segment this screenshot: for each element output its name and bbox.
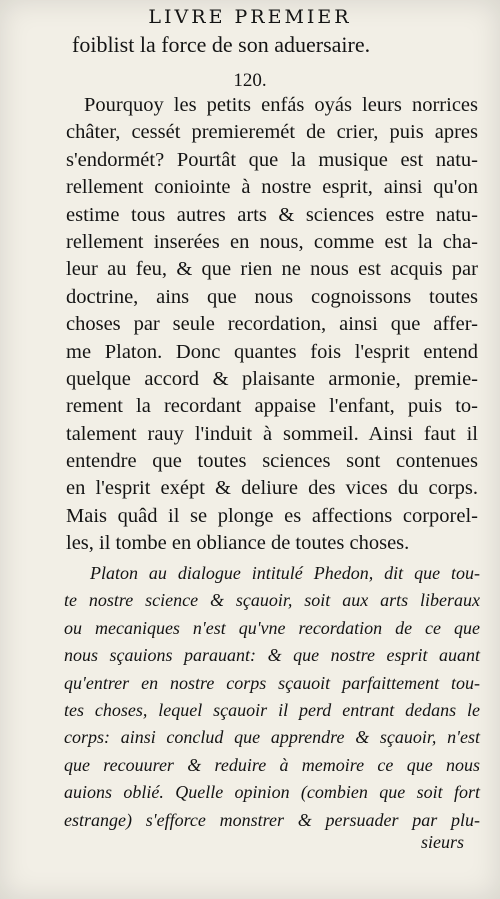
text-line: rement la recordant appaise l'enfant, puis to-: [66, 395, 478, 418]
text-line: entendre que toutes sciences sont contenues: [66, 450, 478, 473]
text-line: en l'esprit exépt & deliure des vices du corps.: [66, 477, 478, 500]
text-line: me Platon. Donc quantes fois l'esprit entend: [66, 340, 478, 363]
running-head: LIVRE PREMIER: [148, 6, 352, 28]
main-paragraph: [66, 92, 478, 558]
note-line: que recouurer & reduire à memoire ce que nous: [64, 754, 480, 775]
text-line: estime tous autres arts & sciences estre natu-: [66, 203, 478, 226]
commentary-note: [64, 560, 480, 834]
text-line: rellement coniointe à nostre esprit, ainsi qu'on: [66, 176, 478, 199]
note-line: te nostre science & sçauoir, soit aux arts liberaux: [64, 590, 480, 611]
text-line: choses par seule recordation, ainsi que affer-: [66, 313, 478, 336]
section-number: 120.: [233, 70, 267, 91]
note-line: nous sçauions parauant: & que nostre esprit auant: [64, 645, 480, 666]
text-line: talement rauy l'induit à sommeil. Ainsi faut il: [66, 422, 478, 445]
text-line: quelque accord & plaisante armonie, premie-: [66, 367, 478, 390]
text-line: s'endormét? Pourtât que la musique est natu-: [66, 148, 478, 171]
note-line: Platon au dialogue intitulé Phedon, dit que tou-: [90, 563, 480, 583]
note-line: estrange) s'efforce monstrer & persuader par plu-: [64, 809, 480, 830]
note-line: tes choses, lequel sçauoir il perd entrant dedans le: [64, 699, 480, 720]
text-line: rellement inserées en nous, comme est la cha-: [66, 230, 478, 253]
text-line: leur au feu, & que rien ne nous est acquis par: [66, 258, 478, 281]
text-line: Mais quâd il se plonge es affections corporel-: [66, 504, 478, 527]
note-line: corps: ainsi conclud que apprendre & sçauoir, n'est: [64, 727, 480, 748]
note-line: qu'entrer en nostre corps sçauoit parfaittement tou-: [64, 672, 480, 693]
note-line: auions oblié. Quelle opinion (combien que soit fort: [64, 782, 480, 803]
text-line: châter, cessét premieremét de crier, puis apres: [66, 121, 478, 144]
text-line: Pourquoy les petits enfás oyás leurs norrices: [84, 94, 478, 116]
note-line: ou mecaniques n'est qu'vne recordation de ce que: [64, 617, 480, 638]
text-line: les, il tombe en obliance de toutes choses.: [66, 532, 410, 555]
catchword: sieurs: [420, 832, 464, 852]
text-line: doctrine, ains que nous cognoissons toutes: [66, 285, 478, 308]
carryover-line: foiblist la force de son aduersaire.: [72, 32, 371, 57]
